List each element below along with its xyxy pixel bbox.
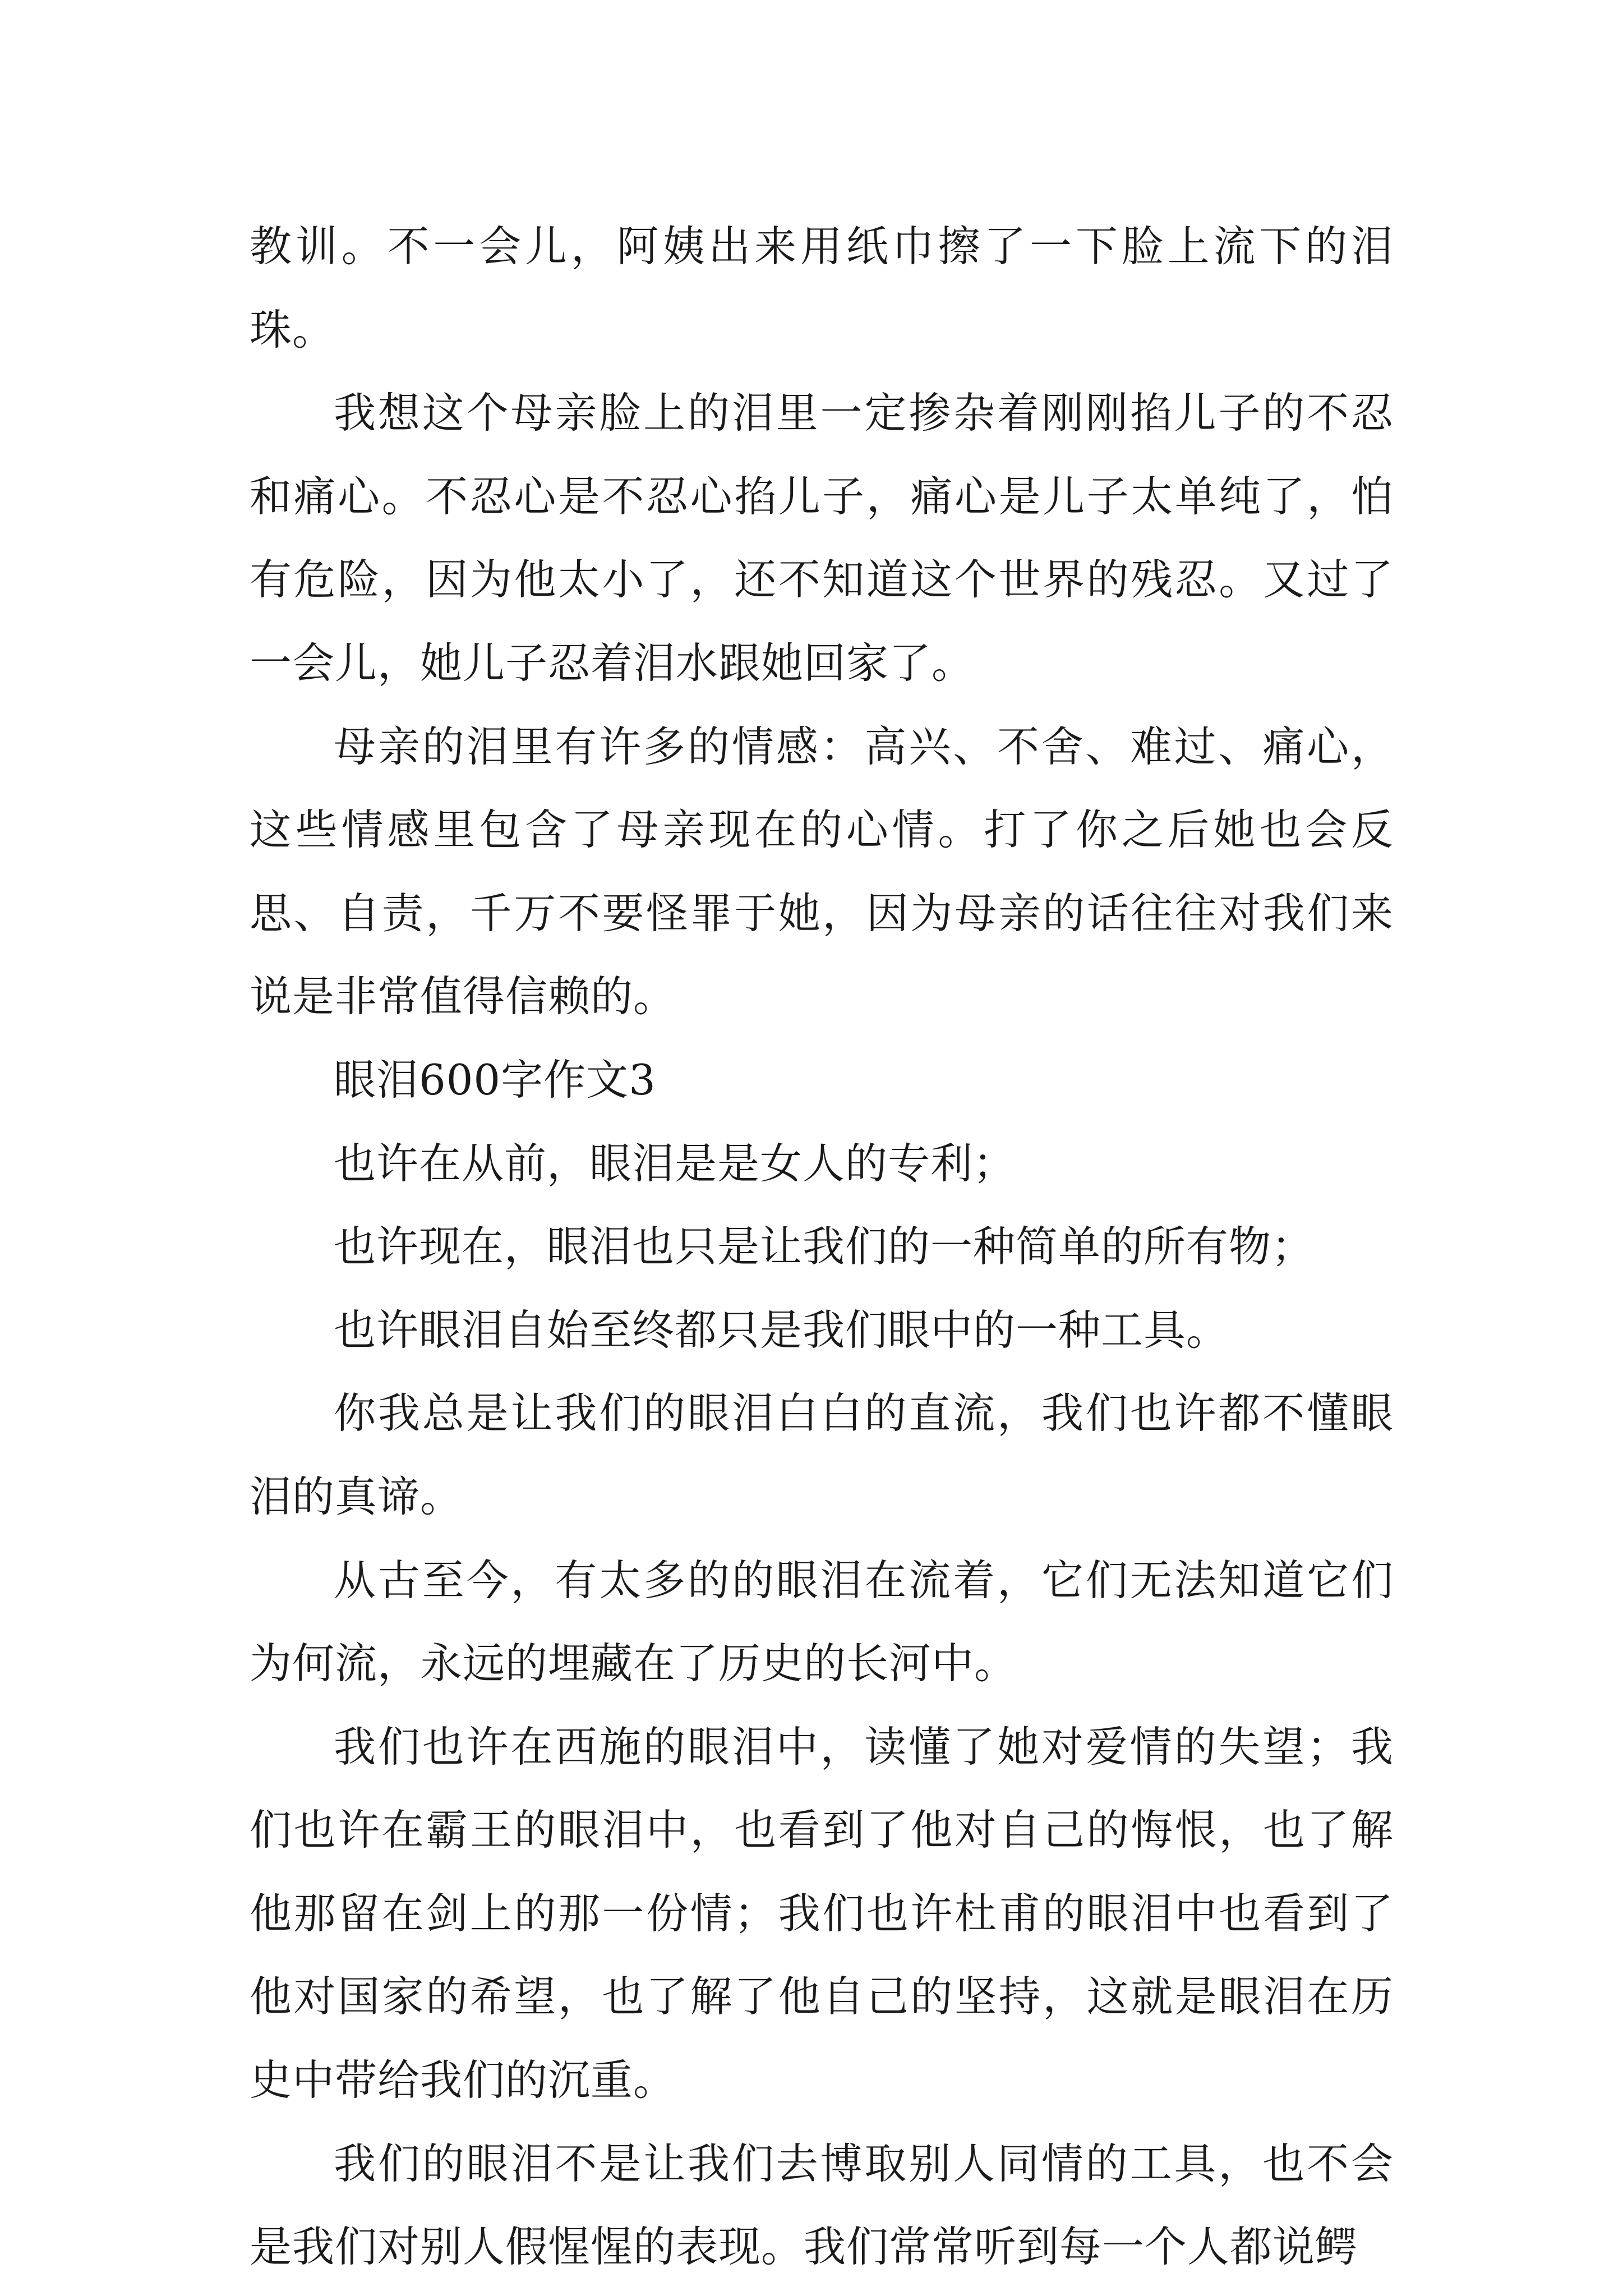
paragraph: 你我总是让我们的眼泪白白的直流，我们也许都不懂眼泪的真谛。 bbox=[250, 1388, 1394, 1521]
paragraph: 也许在从前，眼泪是是女人的专利； bbox=[334, 1138, 1016, 1188]
paragraph: 教训。不一会儿，阿姨出来用纸巾擦了一下脸上流下的泪珠。 bbox=[250, 222, 1394, 355]
paragraph: 也许现在，眼泪也只是让我们的一种简单的所有物； bbox=[334, 1222, 1315, 1272]
paragraph: 也许眼泪自始至终都只是我们眼中的一种工具。 bbox=[334, 1305, 1229, 1355]
paragraph: 母亲的泪里有许多的情感：高兴、不舍、难过、痛心，这些情感里包含了母亲现在的心情。打了你之后她也会反思、自责，千万不要怪罪于她，因为母亲的话往往对我们来说是非常值得信赖的。 bbox=[250, 721, 1394, 1022]
section-heading: 眼泪600字作文3 bbox=[334, 1055, 656, 1105]
body-text bbox=[250, 205, 1394, 2289]
paragraph: 我想这个母亲脸上的泪里一定掺杂着刚刚掐儿子的不忍和痛心。不忍心是不忍心掐儿子，痛心是儿子太单纯了，怕有危险，因为他太小了，还不知道这个世界的残忍。又过了一会儿，她儿子忍着泪水跟她回家了。 bbox=[250, 388, 1394, 688]
paragraph: 我们也许在西施的眼泪中，读懂了她对爱情的失望；我们也许在霸王的眼泪中，也看到了他对自己的悔恨，也了解他那留在剑上的那一份情；我们也许杜甫的眼泪中也看到了他对国家的希望，也了解了他自己的坚持，这就是眼泪在历史中带给我们的沉重。 bbox=[250, 1722, 1394, 2105]
paragraph: 我们的眼泪不是让我们去博取别人同情的工具，也不会是我们对别人假惺惺的表现。我们常常听到每一个人都说鳄 bbox=[250, 2138, 1394, 2272]
paragraph: 从古至今，有太多的的眼泪在流着，它们无法知道它们为何流，永远的埋藏在了历史的长河中。 bbox=[250, 1555, 1394, 1688]
